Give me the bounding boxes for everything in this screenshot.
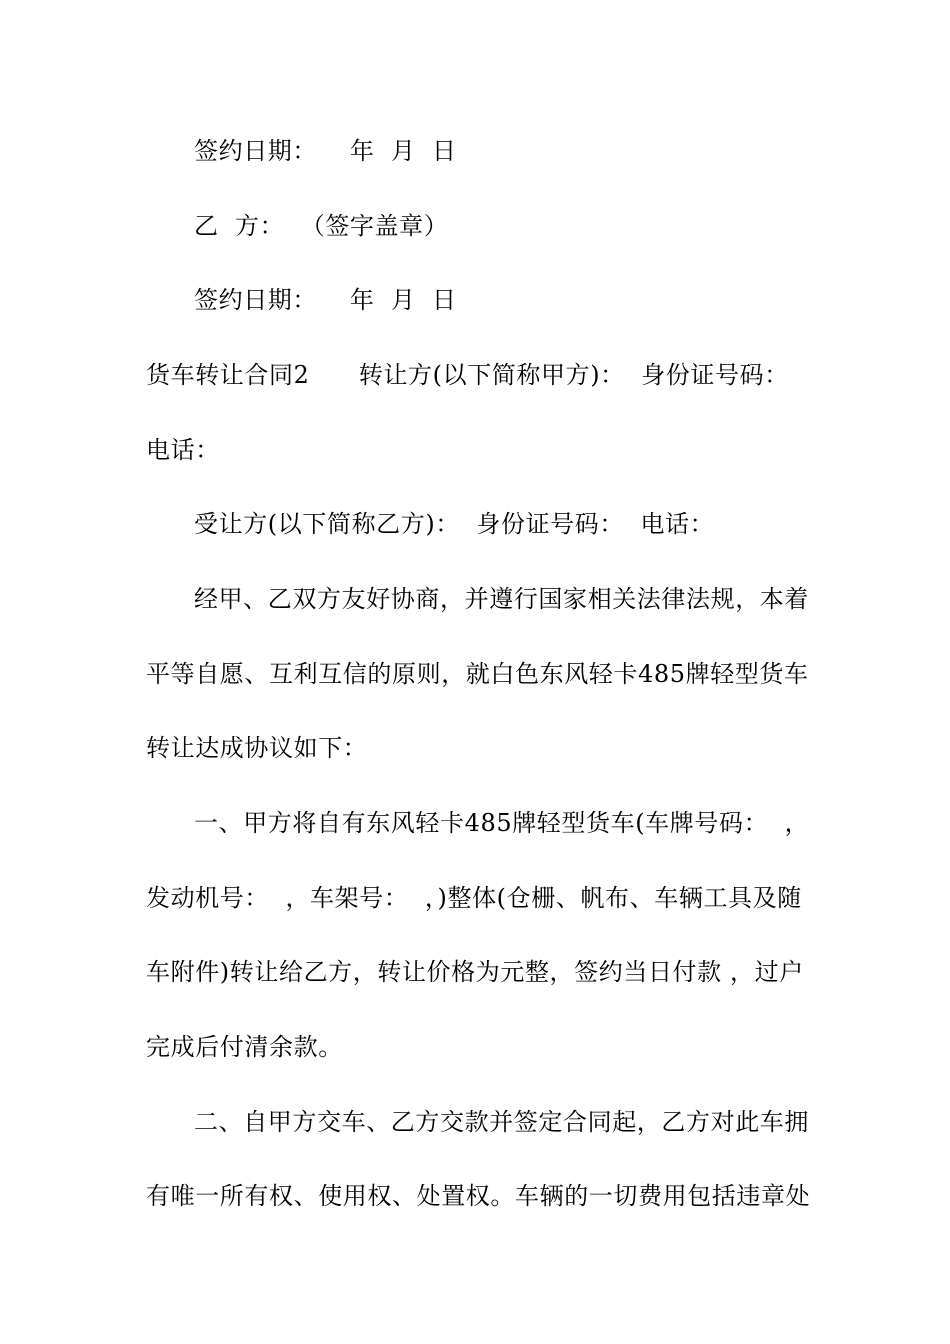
clause-1-line-4: 完成后付清余款。 <box>146 1033 343 1061</box>
clause-1-line-2: 发动机号： ，车架号： ，)整体(仓栅、帆布、车辆工具及随 <box>146 884 802 912</box>
clause-1-line-1: 一、甲方将自有东风轻卡485牌轻型货车(车牌号码： ， <box>194 809 810 837</box>
transferee-line: 受让方(以下简称乙方)： 身份证号码： 电话： <box>194 510 715 538</box>
paragraph-intro-line-2: 平等自愿、互利互信的原则，就白色东风轻卡485牌轻型货车 <box>146 660 809 688</box>
paragraph-intro-line-1: 经甲、乙双方友好协商，并遵行国家相关法律法规，本着 <box>194 585 809 613</box>
clause-1-line-3: 车附件)转让给乙方，转让价格为元整，签约当日付款 ，过户 <box>146 958 804 986</box>
sign-date-line-1: 签约日期： 年 月 日 <box>194 137 457 165</box>
phone-line: 电话： <box>146 436 220 464</box>
party-b-signature-line: 乙 方： （签字盖章） <box>194 212 449 240</box>
paragraph-intro-line-3: 转让达成协议如下： <box>146 734 368 762</box>
sign-date-line-2: 签约日期： 年 月 日 <box>194 286 457 314</box>
contract-2-heading-line: 货车转让合同2 转让方(以下简称甲方)： 身份证号码： <box>146 361 789 389</box>
clause-2-line-2: 有唯一所有权、使用权、处置权。车辆的一切费用包括违章处 <box>146 1182 811 1210</box>
clause-2-line-1: 二、自甲方交车、乙方交款并签定合同起，乙方对此车拥 <box>194 1108 809 1136</box>
